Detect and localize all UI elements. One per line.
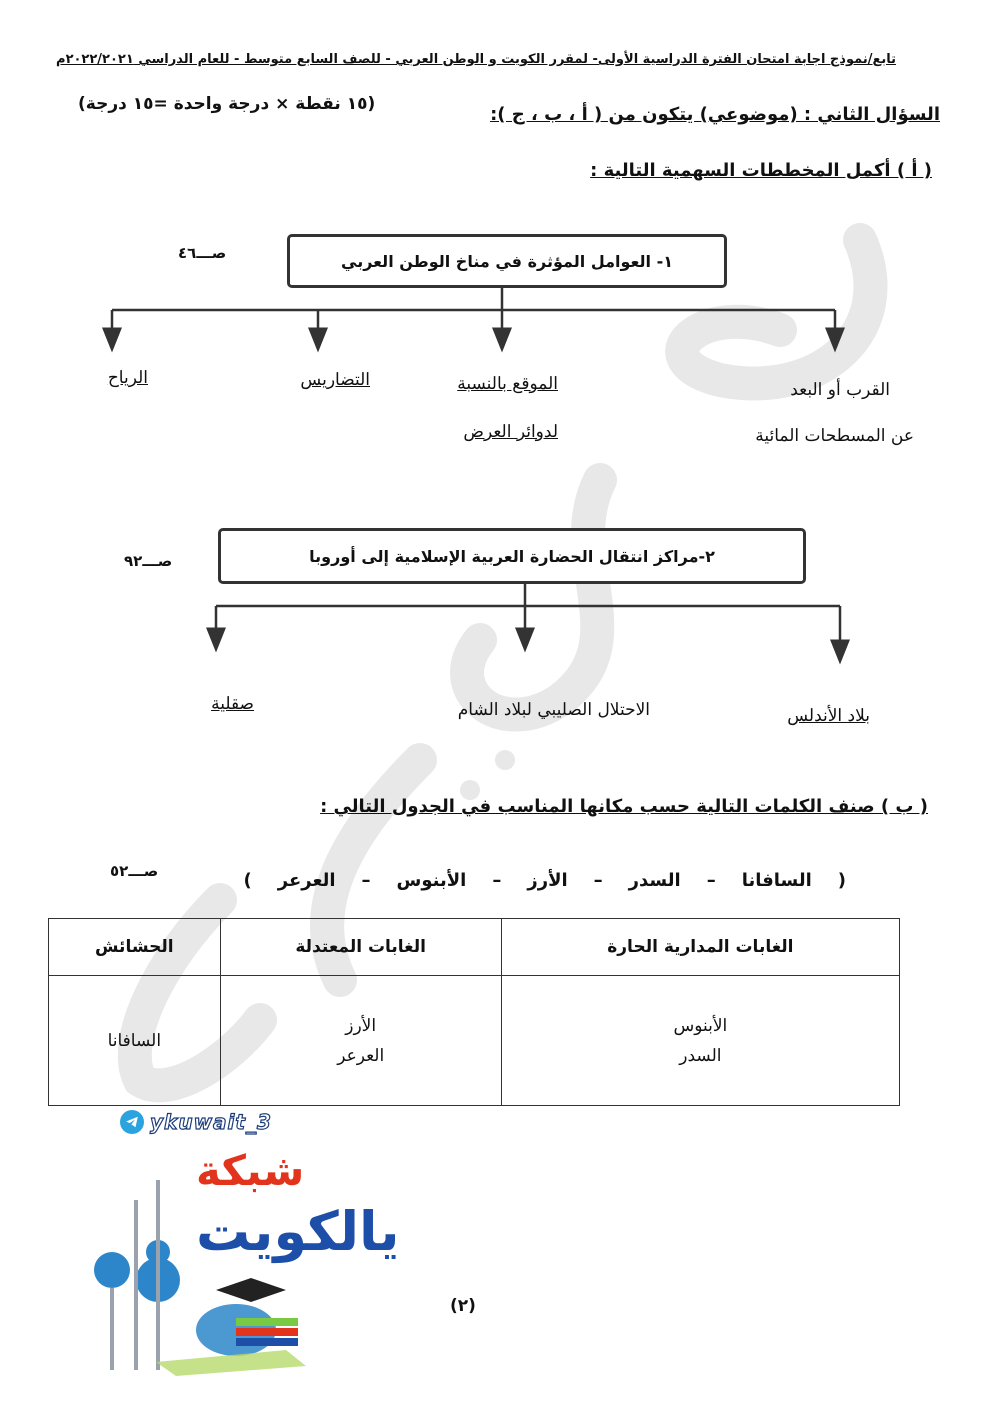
table-cell-value: السدر xyxy=(679,1045,722,1066)
section-b-page-ref: صـــ٥٢ xyxy=(110,862,159,880)
diagram1-answer-3: التضاريس xyxy=(300,370,370,390)
logo-text-main: يالكويت xyxy=(196,1200,400,1263)
word-bank-word: السافانا xyxy=(741,870,812,891)
diagram1-box-label: ١- العوامل المؤثرة في مناخ الوطن العربي xyxy=(341,251,674,271)
diagram2-answer-1: بلاد الأندلس xyxy=(787,706,870,726)
word-bank-sep: – xyxy=(492,870,502,891)
table-row xyxy=(49,976,900,1106)
word-bank-word: السدر xyxy=(628,870,681,891)
table-cell-value: السافانا xyxy=(107,1030,162,1051)
word-bank-sep: – xyxy=(706,870,716,891)
diagram1-answer-1-cont: عن المسطحات المائية xyxy=(755,426,914,446)
diagram2-page-ref: صـــ٩٢ xyxy=(124,552,173,570)
table-cell xyxy=(220,976,501,1106)
table-cell xyxy=(49,976,221,1106)
word-bank-sep: – xyxy=(361,870,371,891)
section-b-title: ( ب ) صنف الكلمات التالية حسب مكانها المناسب في الجدول التالي : xyxy=(320,796,928,817)
section-a-title: ( أ ) أكمل المخططات السهمية التالية : xyxy=(590,160,932,181)
word-bank xyxy=(244,870,846,891)
telegram-link[interactable] xyxy=(120,1110,272,1134)
diagram1-answer-2: الموقع بالنسبة xyxy=(457,374,558,394)
word-bank-word: العرعر xyxy=(277,870,336,891)
diagram1-answer-1: القرب أو البعد xyxy=(790,380,890,400)
diagram2-answer-2: الاحتلال الصليبي لبلاد الشام xyxy=(457,700,650,720)
question-title: السؤال الثاني : (موضوعي) يتكون من ( أ ، ب ، ج ): xyxy=(490,104,940,125)
word-bank-word: الأرز xyxy=(527,870,568,891)
table-header: الغابات المدارية الحارة xyxy=(501,919,899,976)
word-bank-sep: – xyxy=(593,870,603,891)
telegram-handle: ykuwait_3 xyxy=(150,1110,272,1134)
page-number: (٢) xyxy=(450,1296,476,1316)
table-header: الحشائش xyxy=(49,919,221,976)
logo-text-top: شبكة xyxy=(196,1146,305,1195)
diagram1-answer-4: الرياح xyxy=(107,368,148,388)
word-bank-word: الأبنوس xyxy=(396,870,467,891)
exam-header: تابع/نموذج اجابة امتحان الفترة الدراسية الأولى- لمقرر الكويت و الوطن العربي - للصف السابع متوسط - للعام الدراسي ٢٠٢٢/٢٠٢١م xyxy=(56,52,896,67)
word-bank-close: ) xyxy=(243,870,252,891)
word-bank-open: ( xyxy=(837,870,846,891)
site-logo xyxy=(86,1140,400,1380)
table-cell xyxy=(501,976,899,1106)
table-header: الغابات المعتدلة xyxy=(220,919,501,976)
table-cell-value: الأبنوس xyxy=(673,1015,728,1036)
diagram2-box-label: ٢-مراكز انتقال الحضارة العربية الإسلامية إلى أوروبا xyxy=(309,546,715,566)
diagram1-answer-2-cont: لدوائر العرض xyxy=(463,422,558,442)
diagram1-page-ref: صـــ٤٦ xyxy=(178,244,227,262)
telegram-icon xyxy=(120,1110,144,1134)
table-cell-value: الأرز xyxy=(345,1015,377,1036)
question-score: (١٥ نقطة × درجة واحدة =١٥ درجة) xyxy=(78,94,376,114)
table-cell-value: العرعر xyxy=(337,1045,385,1066)
diagram2-answer-3: صقلية xyxy=(211,694,254,714)
classification-table xyxy=(48,918,900,1106)
